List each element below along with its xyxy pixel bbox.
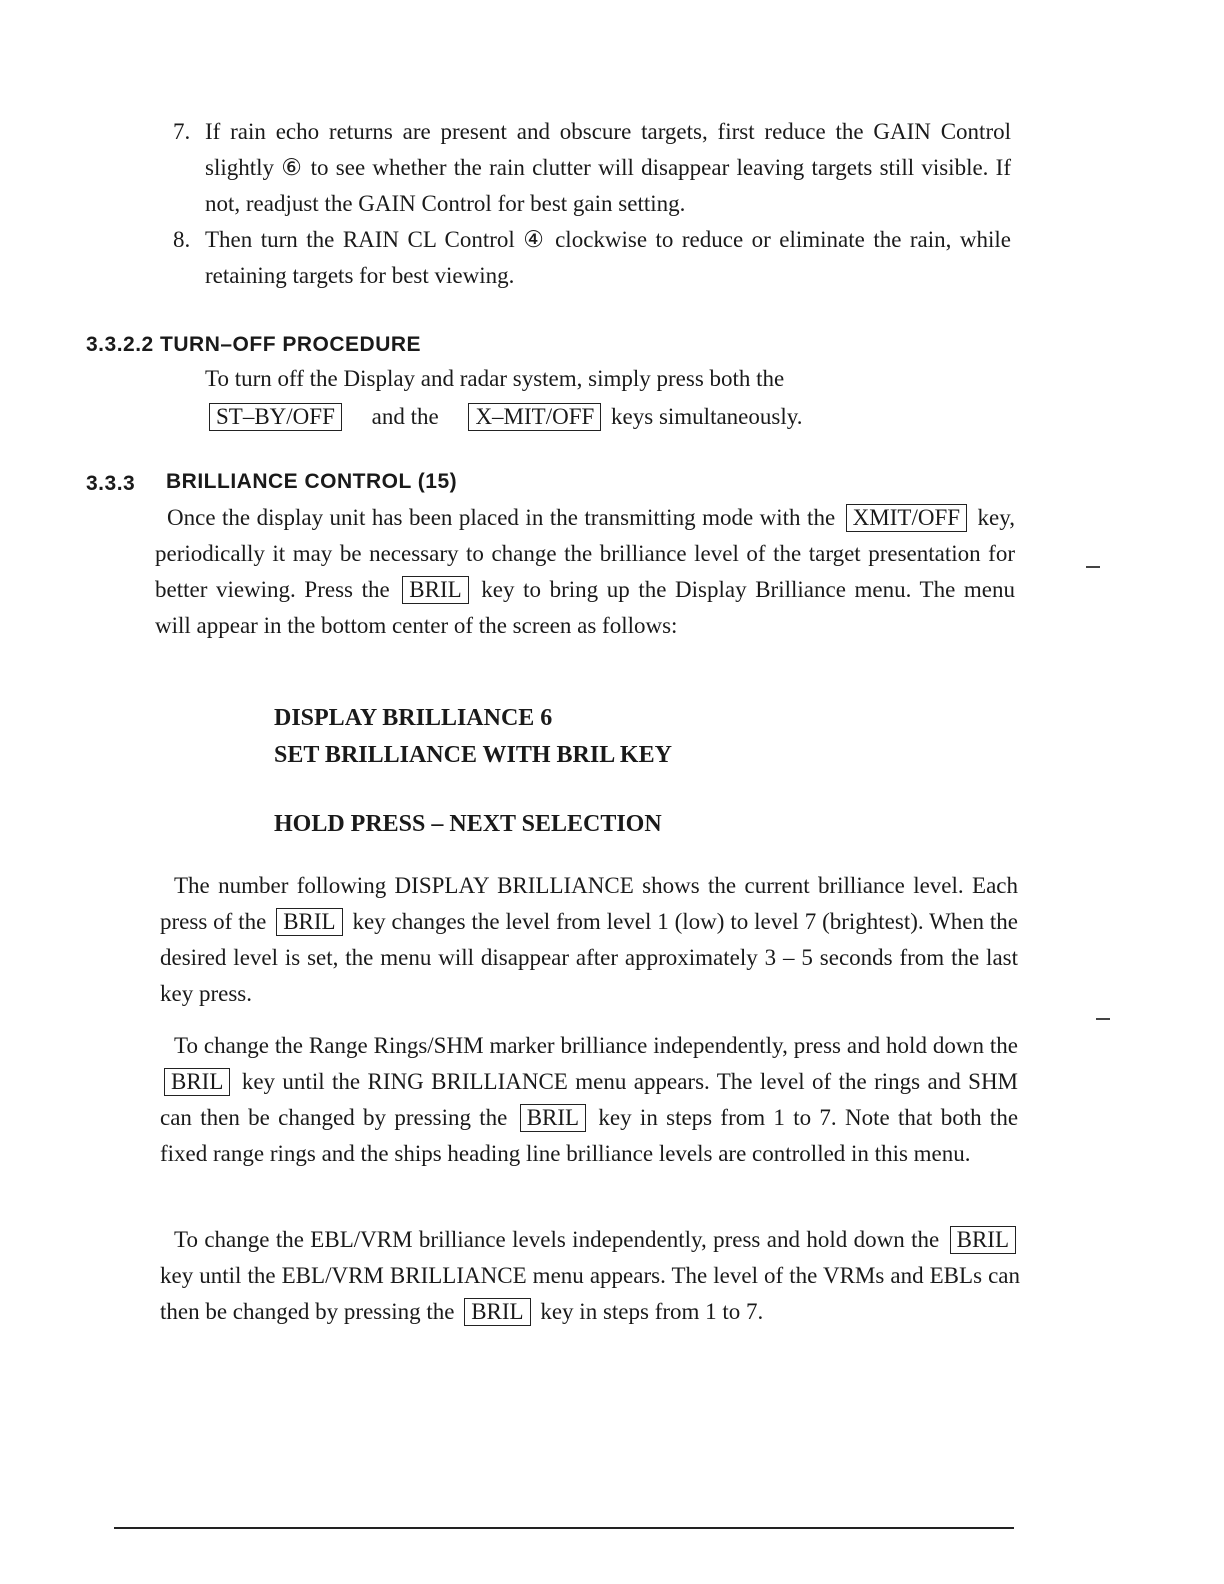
margin-mark — [1086, 566, 1100, 568]
x-mit-off-key: X–MIT/OFF — [468, 403, 601, 431]
margin-mark — [1096, 1018, 1110, 1020]
bril-key: BRIL — [520, 1104, 586, 1132]
bril-key: BRIL — [402, 576, 468, 604]
step-text: clockwise to reduce or eliminate the rain, while retaining targets for best viewing. — [205, 227, 1011, 288]
turnoff-paragraph — [205, 360, 1005, 436]
xmit-off-key: XMIT/OFF — [846, 504, 967, 532]
section-heading-brilliance: BRILLIANCE CONTROL (15) — [166, 470, 458, 493]
footer-rule — [114, 1527, 1014, 1529]
bril-key: BRIL — [464, 1298, 530, 1326]
bril-key: BRIL — [164, 1068, 230, 1096]
brilliance-paragraph-1 — [155, 500, 1015, 644]
bril-key: BRIL — [276, 908, 342, 936]
step-8 — [173, 222, 1011, 294]
paragraph-text: The number following DISPLAY BRILLIANCE shows the current brilliance level. Each press of the — [160, 873, 1018, 934]
brilliance-menu-line-3: HOLD PRESS – NEXT SELECTION — [274, 811, 662, 837]
brilliance-menu-line-1: DISPLAY BRILLIANCE 6 — [274, 705, 553, 731]
turnoff-text: and the — [371, 404, 439, 429]
turnoff-text: keys simultaneously. — [611, 404, 803, 429]
brilliance-paragraph-4 — [160, 1222, 1020, 1330]
brilliance-paragraph-3 — [160, 1028, 1018, 1172]
paragraph-text: To change the EBL/VRM brilliance levels independently, press and hold down the — [174, 1227, 940, 1252]
paragraph-text: key in steps from 1 to 7. Note that both the fixed range rings and the ships heading line brilliance levels are controlled in this menu. — [160, 1105, 1019, 1166]
turnoff-line: To turn off the Display and radar system, simply press both the — [205, 366, 785, 391]
step-number: 8. — [173, 227, 191, 252]
paragraph-text: Once the display unit has been placed in the transmitting mode with the — [167, 505, 836, 530]
step-text: to see whether the rain clutter will disappear leaving targets still visible. If not, readjust the GAIN Control for best gain setting. — [205, 155, 1011, 216]
step-number: 7. — [173, 119, 191, 144]
paragraph-text: To change the Range Rings/SHM marker brilliance independently, press and hold down the — [174, 1033, 1018, 1058]
step-text: Then turn the RAIN CL Control — [205, 227, 524, 252]
section-number: 3.3.3 — [86, 472, 136, 495]
paragraph-text: key to bring up the Display Brilliance menu. The menu will appear in the bottom center of the screen as follows: — [155, 577, 1016, 638]
brilliance-paragraph-2 — [160, 868, 1018, 1012]
paragraph-text: key until the EBL/VRM BRILLIANCE menu appears. The level of the VRMs and EBLs can then be changed by pressing the — [160, 1263, 1020, 1324]
st-by-off-key: ST–BY/OFF — [209, 403, 342, 431]
control-number-symbol: ⑥ — [281, 155, 304, 180]
step-text: If rain echo returns are present and obscure targets, first reduce the GAIN Control slightly — [205, 119, 1011, 180]
section-heading-turnoff: 3.3.2.2 TURN–OFF PROCEDURE — [86, 333, 422, 356]
control-number-symbol: ④ — [523, 227, 547, 252]
brilliance-menu-line-2: SET BRILLIANCE WITH BRIL KEY — [274, 742, 672, 768]
paragraph-text: key until the RING BRILLIANCE menu appears. The level of the rings and SHM can then be changed by pressing the — [160, 1069, 1018, 1130]
paragraph-text: key changes the level from level 1 (low) to level 7 (brightest). When the desired level is set, the menu will disappear after approximately 3 – 5 seconds from the last key press. — [160, 909, 1019, 1006]
paragraph-text: key in steps from 1 to 7. — [540, 1299, 764, 1324]
bril-key: BRIL — [950, 1226, 1016, 1254]
paragraph-text: key, periodically it may be necessary to change the brilliance level of the target presentation for better viewing. Press the — [155, 505, 1015, 602]
step-7 — [173, 114, 1011, 222]
